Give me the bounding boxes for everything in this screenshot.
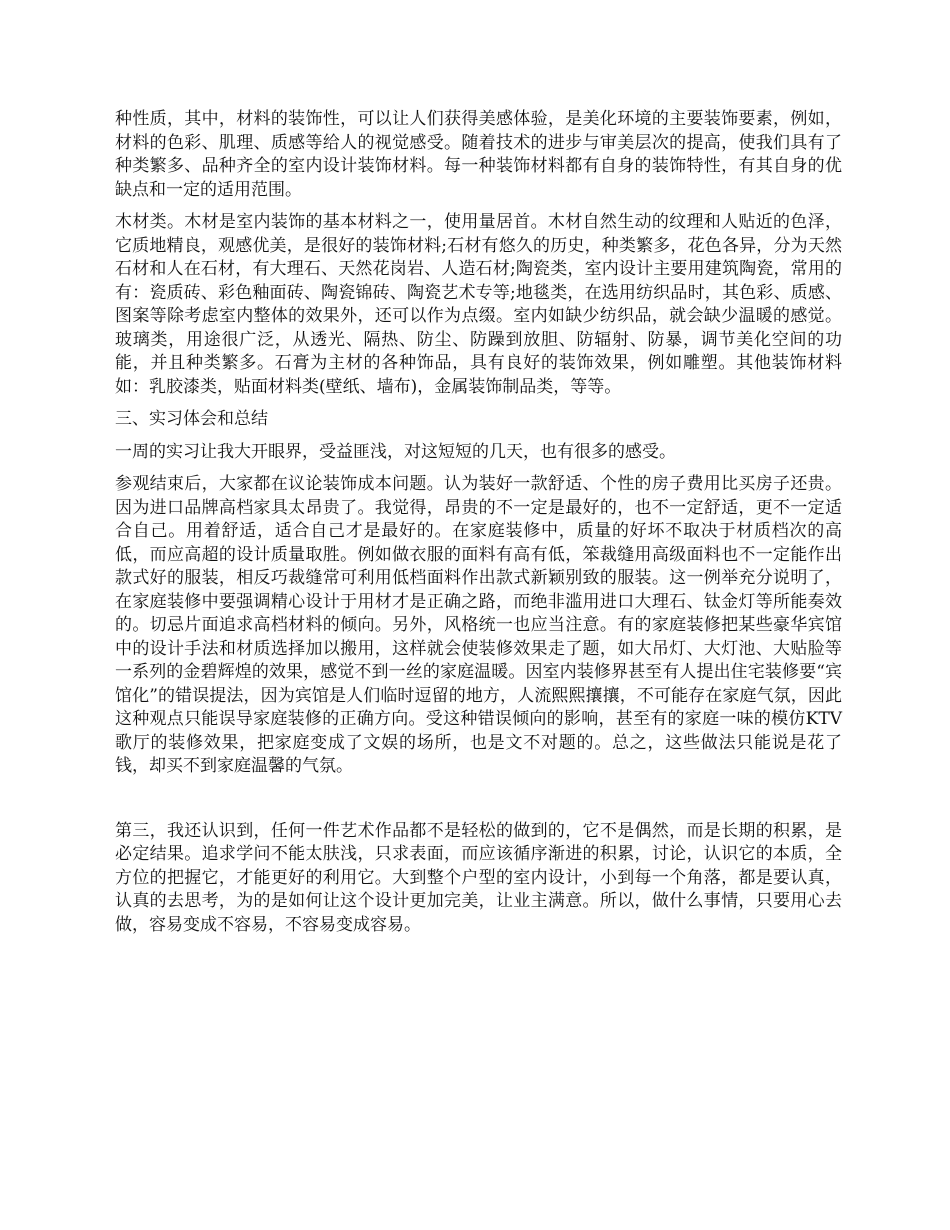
paragraph-material-properties: 种性质，其中，材料的装饰性，可以让人们获得美感体验，是美化环境的主要装饰要素，例如，材料的色彩、肌理、质感等给人的视觉感受。随着技术的进步与审美层次的提高，使我们具有了种类繁多、品种齐全的室内设计装饰材料。每一种装饰材料都有自身的装饰特性，有其自身的优缺点和一定的适用范围。 — [115, 109, 842, 200]
paragraph-third-insight: 第三，我还认识到，任何一件艺术作品都不是轻松的做到的，它不是偶然，而是长期的积累，是必定结果。追求学问不能太肤浅，只求表面，而应该循序渐进的积累，讨论，认识它的本质，全方位的把握它，才能更好的利用它。大到整个户型的室内设计，小到每一个角落，都是要认真，认真的去思考，为的是如何让这个设计更加完美，让业主满意。所以，做什么事情，只要用心去做，容易变成不容易，不容易变成容易。 — [115, 820, 842, 935]
document-page — [115, 108, 842, 946]
paragraph-internship-intro: 一周的实习让我大开眼界，受益匪浅，对这短短的几天，也有很多的感受。 — [115, 441, 676, 462]
section-heading: 三、实习体会和总结 — [115, 409, 268, 429]
paragraph-decoration-cost: 参观结束后，大家都在议论装饰成本问题。认为装好一款舒适、个性的房子费用比买房子还贵。因为进口品牌高档家具太昂贵了。我觉得，昂贵的不一定是最好的，也不一定舒适，更不一定适合自己。用着舒适，适合自己才是最好的。在家庭装修中，质量的好坏不取决于材质档次的高低，而应高超的设计质量取胜。例如做衣服的面料有高有低，笨裁缝用高级面料也不一定能作出款式好的服装，相反巧裁缝常可利用低档面料作出款式新颖别致的服装。这一例举充分说明了，在家庭装修中要强调精心设计于用材才是正确之路，而绝非滥用进口大理石、钛金灯等所能奏效的。切忌片面追求高档材料的倾向。另外，风格统一也应当注意。有的家庭装修把某些豪华宾馆中的设计手法和材质选择加以搬用，这样就会使装修效果走了题，如大吊灯、大灯池、大贴脸等一系列的金碧辉煌的效果，感觉不到一丝的家庭温暖。因室内装修界甚至有人提出住宅装修要“宾馆化”的错误提法，因为宾馆是人们临时逗留的地方，人流熙熙攘攘，不可能存在家庭气氛，因此这种观点只能误导家庭装修的正确方向。受这种错误倾向的影响，甚至有的家庭一味的模仿KTV歌厅的装修效果，把家庭变成了文娱的场所，也是文不对题的。总之，这些做法只能说是花了钱，却买不到家庭温馨的气氛。 — [115, 474, 842, 776]
paragraph-material-types: 木材类。木材是室内装饰的基本材料之一，使用量居首。木材自然生动的纹理和人贴近的色泽，它质地精良，观感优美，是很好的装饰材料;石材有悠久的历史，种类繁多，花色各异，分为天然石材和人在石材，有大理石、天然花岗岩、人造石材;陶瓷类，室内设计主要用建筑陶瓷，常用的有：瓷质砖、彩色釉面砖、陶瓷锦砖、陶瓷艺术专等;地毯类，在选用纺织品时，其色彩、质感、图案等除考虑室内整体的效果外，还可以作为点缀。室内如缺少纺织品，就会缺少温暖的感觉。玻璃类，用途很广泛，从透光、隔热、防尘、防躁到放胆、防辐射、防暴，调节美化空间的功能，并且种类繁多。石膏为主材的各种饰品，具有良好的装饰效果，例如雕塑。其他装饰材料如：乳胶漆类，贴面材料类(壁纸、墙布)，金属装饰制品类，等等。 — [115, 212, 842, 397]
paragraph-gap — [115, 788, 842, 820]
